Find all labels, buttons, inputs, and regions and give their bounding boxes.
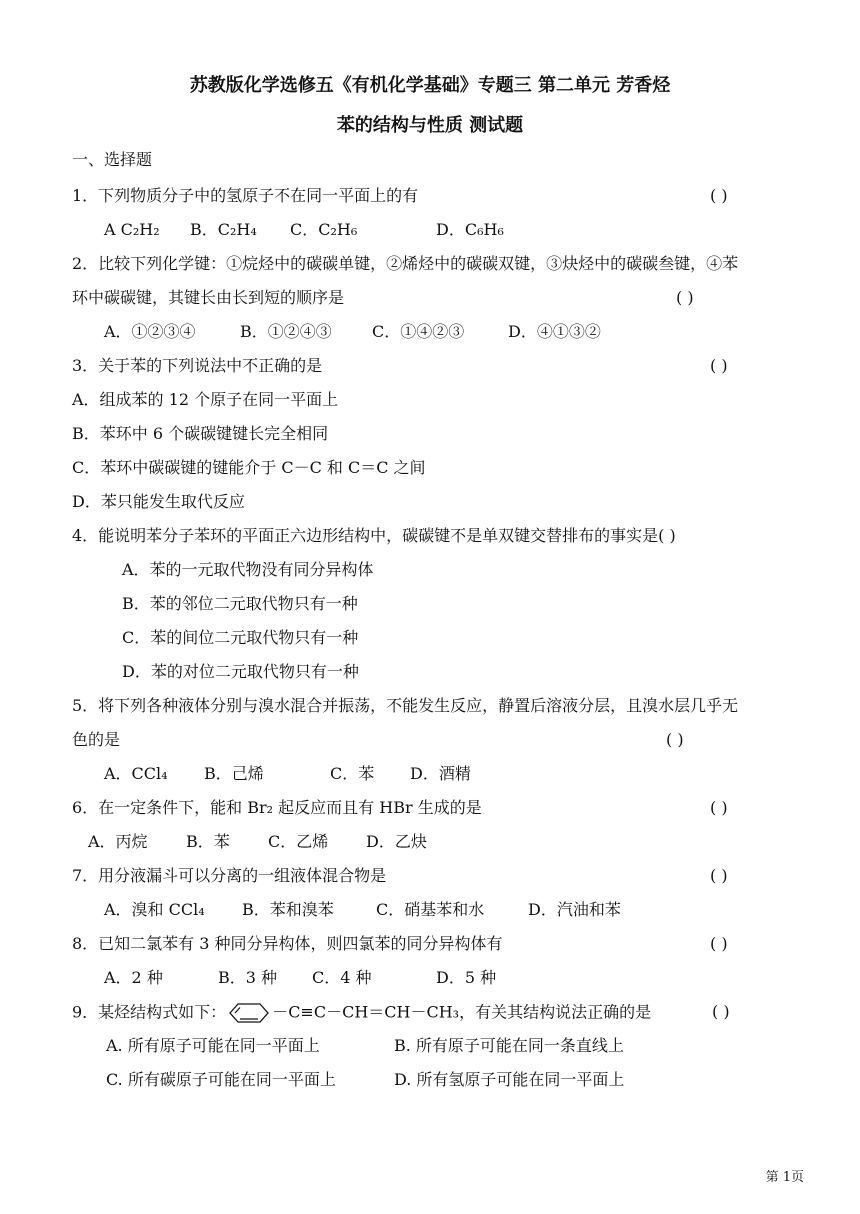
question-1-option-b: B．C₂H₄ xyxy=(190,220,257,239)
question-7-option-d: D．汽油和苯 xyxy=(528,900,621,919)
question-7-answer-blank: ( ) xyxy=(710,866,728,885)
question-6-answer-blank: ( ) xyxy=(710,798,728,817)
question-4-stem: 4．能说明苯分子苯环的平面正六边形结构中，碳碳键不是单双键交替排布的事实是( ) xyxy=(72,526,676,545)
page-subtitle: 苯的结构与性质 测试题 xyxy=(336,115,524,136)
question-6-option-a: A．丙烷 xyxy=(88,832,148,851)
question-9-stem-prefix: 9．某烃结构式如下： xyxy=(72,1002,227,1022)
question-2-option-a: A．①②③④ xyxy=(104,322,196,341)
question-2-option-b: B．①②④③ xyxy=(240,322,332,341)
question-3-option-c: C．苯环中碳碳键的键能介于 C－C 和 C＝C 之间 xyxy=(72,458,426,477)
question-1-answer-blank: ( ) xyxy=(710,186,728,205)
question-1-stem: 1．下列物质分子中的氢原子不在同一平面上的有 xyxy=(72,186,419,205)
question-7-option-c: C．硝基苯和水 xyxy=(376,900,485,919)
question-8-option-a: A．2 种 xyxy=(104,968,163,987)
question-3-stem: 3．关于苯的下列说法中不正确的是 xyxy=(72,356,323,375)
question-2-answer-blank: ( ) xyxy=(676,288,694,307)
question-9-option-d: D. 所有氢原子可能在同一平面上 xyxy=(394,1070,625,1089)
page-number: 第 1页 xyxy=(765,1170,804,1185)
question-6-stem: 6．在一定条件下，能和 Br₂ 起反应而且有 HBr 生成的是 xyxy=(72,798,482,817)
question-5-option-a: A．CCl₄ xyxy=(104,764,168,783)
question-1-option-c: C．C₂H₆ xyxy=(290,220,358,239)
question-5-option-c: C．苯 xyxy=(330,764,375,783)
question-3-option-b: B．苯环中 6 个碳碳键键长完全相同 xyxy=(72,424,329,443)
question-7-option-a: A．溴和 CCl₄ xyxy=(104,900,205,919)
question-9-option-a: A. 所有原子可能在同一平面上 xyxy=(106,1036,320,1055)
question-7-stem: 7．用分液漏斗可以分离的一组液体混合物是 xyxy=(72,866,387,885)
question-9-option-c: C. 所有碳原子可能在同一平面上 xyxy=(106,1070,336,1089)
question-4-option-d: D．苯的对位二元取代物只有一种 xyxy=(122,662,359,681)
question-2-stem: 2．比较下列化学键：①烷烃中的碳碳单键，②烯烃中的碳碳双键，③炔烃中的碳碳叁键，④苯 xyxy=(72,254,739,273)
benzene-ring-icon xyxy=(226,1002,272,1024)
question-6-option-d: D．乙炔 xyxy=(366,832,427,851)
question-7-option-b: B．苯和溴苯 xyxy=(242,900,334,919)
question-4-option-a: A．苯的一元取代物没有同分异构体 xyxy=(122,560,374,579)
question-4-option-b: B．苯的邻位二元取代物只有一种 xyxy=(122,594,358,613)
question-3-answer-blank: ( ) xyxy=(710,356,728,375)
question-8-option-b: B．3 种 xyxy=(218,968,278,987)
question-2-stem-cont: 环中碳碳键，其键长由长到短的顺序是 xyxy=(72,288,345,307)
question-9-stem-suffix: －C≡C－CH＝CH－CH₃，有关其结构说法正确的是 xyxy=(272,1002,652,1022)
question-9-answer-blank: ( ) xyxy=(712,1002,730,1021)
question-2-option-c: C．①④②③ xyxy=(372,322,465,341)
question-2-option-d: D．④①③② xyxy=(508,322,601,341)
question-6-option-b: B．苯 xyxy=(186,832,230,851)
question-5-stem-cont: 色的是 xyxy=(72,730,121,749)
question-4-option-c: C．苯的间位二元取代物只有一种 xyxy=(122,628,359,647)
question-1-option-a: A C₂H₂ xyxy=(104,220,160,239)
question-3-option-a: A．组成苯的 12 个原子在同一平面上 xyxy=(72,390,339,409)
question-9-option-b: B. 所有原子可能在同一条直线上 xyxy=(394,1036,624,1055)
question-6-option-c: C．乙烯 xyxy=(268,832,329,851)
question-8-option-c: C．4 种 xyxy=(312,968,372,987)
question-8-answer-blank: ( ) xyxy=(710,934,728,953)
question-5-option-b: B．己烯 xyxy=(204,764,264,783)
question-9-stem xyxy=(72,1002,860,1024)
question-3-option-d: D．苯只能发生取代反应 xyxy=(72,492,245,511)
question-5-option-d: D．酒精 xyxy=(410,764,471,783)
question-8-stem: 8．已知二氯苯有 3 种同分异构体，则四氯苯的同分异构体有 xyxy=(72,934,503,953)
page-title: 苏教版化学选修五《有机化学基础》专题三 第二单元 芳香烃 xyxy=(189,75,671,96)
question-5-stem: 5．将下列各种液体分别与溴水混合并振荡，不能发生反应，静置后溶液分层，且溴水层几乎无 xyxy=(72,696,739,715)
question-5-answer-blank: ( ) xyxy=(666,730,684,749)
question-1-option-d: D．C₆H₆ xyxy=(436,220,504,239)
section-label: 一、选择题 xyxy=(72,150,153,169)
question-8-option-d: D．5 种 xyxy=(436,968,497,987)
